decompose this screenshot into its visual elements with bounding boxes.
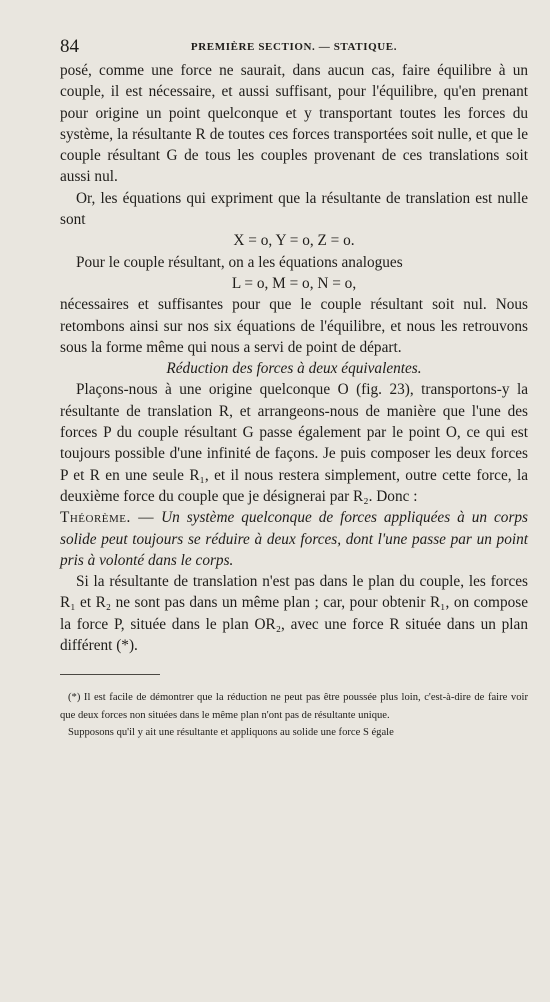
paragraph-continuation: posé, comme une force ne saurait, dans aucun cas, faire équilibre à un couple, il est nécessaire, et aussi suffisant, pour l'équilibre, qu'en prenant pour origine un point quelconque et y transportant toutes les forces du système, la résultante R de toutes ces forces transportées soit nulle, et que le couple résultant G de tous les couples provenant de ces translations soit aussi nul.	[60, 62, 528, 186]
footnote-1: (*) Il est facile de démontrer que la réduction ne peut pas être poussée plus loin, c'est-à-dire de faire voir que deux forces non situées dans le même plan n'ont pas de résultante unique.	[60, 692, 528, 721]
section-title: Réduction des forces à deux équivalentes.	[166, 360, 422, 378]
theorem	[60, 507, 528, 571]
paragraph-translation-equations: Or, les équations qui expriment que la résultante de translation est nulle sont	[60, 189, 528, 229]
page-header	[60, 36, 528, 56]
equation-translation: X = o, Y = o, Z = o.	[233, 232, 355, 250]
footnotes	[60, 689, 528, 742]
page-body	[60, 60, 528, 742]
paragraph-couple-equations: Pour le couple résultant, on a les équations analogues	[76, 253, 403, 271]
equation-couple: L = o, M = o, N = o,	[231, 274, 357, 292]
paragraph-reduction: Plaçons-nous à une origine quelconque O (fig. 23), transportons-y la résultante de translation R, et arrangeons-nous de manière que l'une des forces P du couple résultant G passe également par le point O, ce qui est toujours possible d'une infinité de façons. Je puis composer les deux forces P et R en une seule R₁, et il nous restera simplement, outre cette force, la deuxième force du couple que je désignerai par R₂. Donc :	[60, 381, 528, 505]
footnote-rule	[60, 674, 160, 675]
paragraph-six-equations: nécessaires et suffisantes pour que le couple résultant soit nul. Nous retombons ainsi sur nos six équations de l'équilibre, et nous les retrouvons sous la forme même qui nous a servi de point de départ.	[60, 296, 528, 356]
theorem-text: Un système quelconque de forces appliquées à un corps solide peut toujours se réduire à deux forces, dont l'une passe par un point pris à volonté dans le corps.	[60, 509, 528, 569]
running-title: PREMIÈRE SECTION. — STATIQUE.	[190, 41, 398, 53]
footnote-continuation: Supposons qu'il y ait une résultante et appliquons au solide une force S égale	[68, 727, 394, 739]
theorem-label: Théorème. —	[60, 509, 155, 527]
paragraph-non-coplanar: Si la résultante de translation n'est pas dans le plan du couple, les forces R₁ et R₂ ne sont pas dans un même plan ; car, pour obtenir R₁, on compose la force P, située dans le plan OR₂, avec une force R située dans un plan différent (*).	[60, 573, 528, 655]
page-number: 84	[60, 36, 79, 57]
